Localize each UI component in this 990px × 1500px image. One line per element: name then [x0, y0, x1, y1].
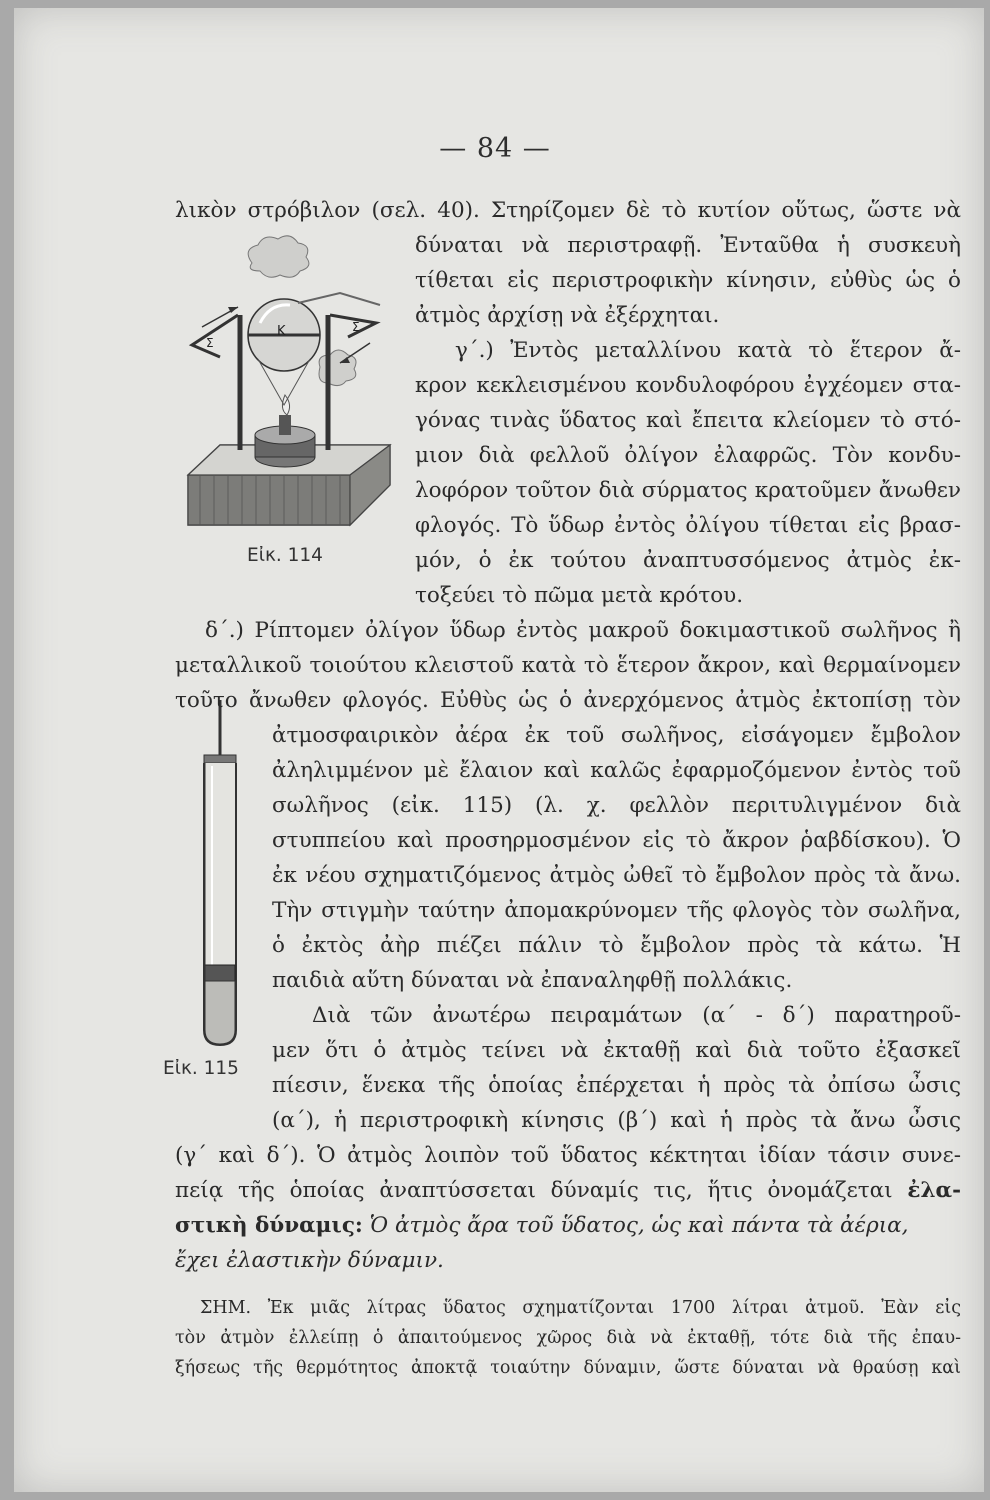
- text-line: (γ´ καὶ δ´). Ὁ ἀτμὸς λοιπὸν τοῦ ὕδατος κέκτηται ἰδίαν τάσιν συνε-: [175, 1143, 961, 1168]
- text-line: μεταλλικοῦ τοιούτου κλειστοῦ κατὰ τὸ ἕτερον ἄκρον, καὶ θερμαίνομεν: [175, 653, 961, 678]
- note-line: ξήσεως τῆς θερμότητος ἀποκτᾷ τοιαύτην δύναμιν, ὥστε δύναται νὰ θραύσῃ καὶ: [175, 1358, 961, 1378]
- figure-114-illustration: [180, 235, 405, 545]
- page-number: — 84 —: [439, 133, 551, 164]
- text-line: λοφόρον τοῦτον διὰ σύρματος κρατοῦμεν ἄνωθεν: [415, 478, 961, 503]
- text-line: (α´), ἡ περιστροφικὴ κίνησις (β´) καὶ ἡ πρὸς τὰ ἄνω ὦσις: [272, 1108, 961, 1133]
- text-line: δύναται νὰ περιστραφῇ. Ἐνταῦθα ἡ συσκευὴ: [415, 233, 961, 258]
- text-line: τοῦτο ἄνωθεν φλογός. Εὐθὺς ὡς ὁ ἀνερχόμενος ἀτμὸς ἐκτοπίσῃ τὸν: [175, 688, 961, 713]
- figure-114-label-s-right: Σ: [352, 320, 360, 334]
- text-line-body: πείᾳ τῆς ὁποίας ἀναπτύσσεται δύναμίς τις, ἥτις ὀνομάζεται: [175, 1178, 893, 1203]
- text-line-with-term: [175, 1173, 961, 1209]
- text-line: λικὸν στρόβιλον (σελ. 40). Στηρίζομεν δὲ τὸ κυτίον οὕτως, ὥστε νὰ: [175, 198, 961, 223]
- note-line: ΣΗΜ. Ἐκ μιᾶς λίτρας ὕδατος σχηματίζονται 1700 λίτραι ἀτμοῦ. Ἐὰν εἰς: [200, 1298, 961, 1318]
- figure-115-caption: Εἰκ. 115: [163, 1058, 239, 1079]
- text-line: σωλῆνος (εἰκ. 115) (λ. χ. φελλὸν περιτυλιγμένον διὰ: [272, 793, 961, 818]
- text-line: στυππείου καὶ προσηρμοσμένον εἰς τὸ ἄκρον ῥαβδίσκου). Ὁ: [272, 828, 961, 853]
- text-line: τίθεται εἰς περιστροφικὴν κίνησιν, εὐθὺς ὡς ὁ: [415, 268, 961, 293]
- text-line: ὁ ἐκτὸς ἀὴρ πιέζει πάλιν τὸ ἔμβολον πρὸς τὰ κάτω. Ἡ: [272, 933, 961, 958]
- text-line: Διὰ τῶν ἀνωτέρω πειραμάτων (α´ - δ´) παρατηροῦ-: [312, 1003, 961, 1028]
- text-line: γόνας τινὰς ὕδατος καὶ ἔπειτα κλείομεν τὸ στό-: [415, 408, 961, 433]
- text-line: ἀληλιμμένον μὲ ἔλαιον καὶ καλῶς ἐφαρμοζόμενον ἐντὸς τοῦ: [272, 758, 961, 783]
- text-line: φλογός. Τὸ ὕδωρ ἐντὸς ὀλίγου τίθεται εἰς βρασ-: [415, 513, 961, 538]
- text-line: δ´.) Ρίπτομεν ὀλίγον ὕδωρ ἐντὸς μακροῦ δοκιμαστικοῦ σωλῆνος ἢ: [205, 618, 961, 643]
- text-line: παιδιὰ αὕτη δύναται νὰ ἐπαναληφθῇ πολλάκις.: [272, 968, 793, 993]
- text-line: μεν ὅτι ὁ ἀτμὸς τείνει νὰ ἐκταθῇ καὶ διὰ τοῦτο ἐξασκεῖ: [272, 1038, 961, 1063]
- text-line: ἀτμοσφαιρικὸν ἀέρα ἐκ τοῦ σωλῆνος, εἰσάγομεν ἔμβολον: [272, 723, 961, 748]
- text-line: μιον διὰ φελλοῦ ὀλίγον ἐλαφρῶς. Τὸν κονδυ-: [415, 443, 961, 468]
- figure-114-caption: Εἰκ. 114: [247, 545, 323, 566]
- figure-114-svg: [180, 235, 405, 545]
- text-line-with-term: [175, 1208, 961, 1244]
- figure-115-illustration: [190, 700, 250, 1050]
- note-line: τὸν ἀτμὸν ἐλλείπῃ ὁ ἀπαιτούμενος χῶρος διὰ νὰ ἐκταθῇ, τότε διὰ τῆς ἐπαυ-: [175, 1328, 961, 1348]
- text-line: κρον κεκλεισμένου κονδυλοφόρου ἐγχέομεν στα-: [415, 373, 961, 398]
- term-elastic-part1: ἐλα-: [907, 1178, 961, 1203]
- text-line: ἐκ νέου σχηματιζόμενος ἀτμὸς ὠθεῖ τὸ ἔμβολον πρὸς τὰ ἄνω.: [272, 863, 961, 888]
- italic-conclusion-end: ἔχει ἐλαστικὴν δύναμιν.: [175, 1248, 444, 1273]
- figure-114-label-s-left: Σ: [206, 336, 214, 350]
- text-line: τοξεύει τὸ πῶμα μετὰ κρότου.: [415, 583, 744, 608]
- figure-114-label-k: Κ: [277, 324, 286, 339]
- text-line: μόν, ὁ ἐκ τούτου ἀναπτυσσόμενος ἀτμὸς ἐκ-: [415, 548, 961, 573]
- figure-115-svg: [190, 700, 250, 1050]
- text-line: γ´.) Ἐντὸς μεταλλίνου κατὰ τὸ ἕτερον ἄ-: [455, 338, 961, 363]
- text-line: πίεσιν, ἕνεκα τῆς ὁποίας ἐπέρχεται ἡ πρὸς τὰ ὀπίσω ὦσις: [272, 1073, 961, 1098]
- italic-conclusion: Ὁ ἀτμὸς ἄρα τοῦ ὕδατος, ὡς καὶ πάντα τὰ ἀέρια,: [362, 1213, 909, 1238]
- term-elastic-part2: στικὴ δύναμις:: [175, 1213, 363, 1238]
- text-line: Τὴν στιγμὴν ταύτην ἀπομακρύνομεν τῆς φλογὸς τὸν σωλῆνα,: [272, 898, 961, 923]
- text-line: ἀτμὸς ἀρχίσῃ νὰ ἐξέρχηται.: [415, 303, 720, 328]
